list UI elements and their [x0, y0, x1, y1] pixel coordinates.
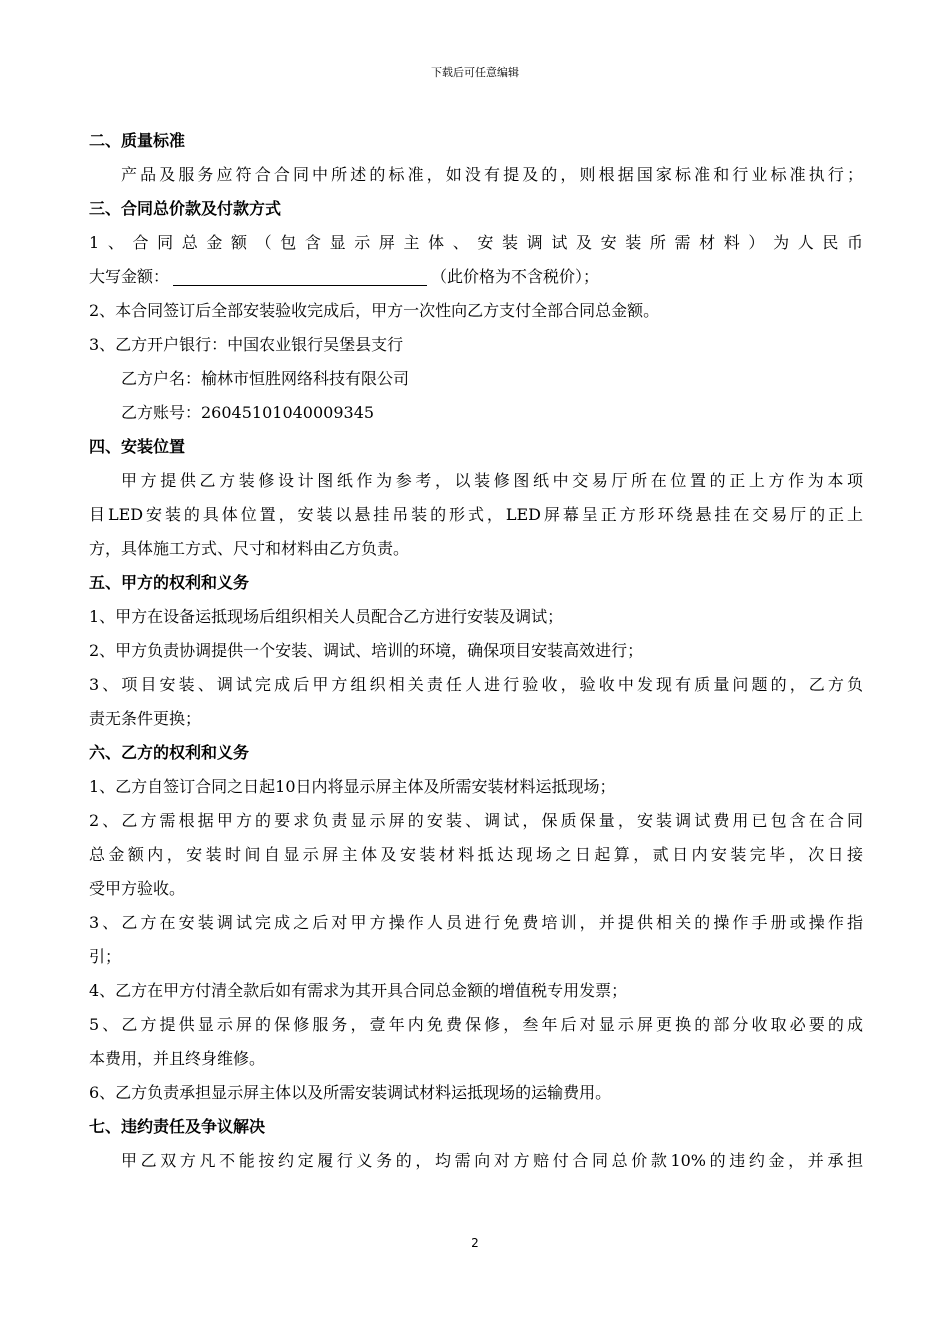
amount-note: （此价格为不含税价）； — [431, 267, 600, 286]
paragraph: 6、乙方负责承担显示屏主体以及所需安装调试材料运抵现场的运输费用。 — [89, 1083, 612, 1102]
section-title-liability: 七、违约责任及争议解决 — [89, 1117, 266, 1136]
paragraph: 4、乙方在甲方付清全款后如有需求为其开具合同总金额的增值税专用发票； — [89, 981, 628, 1000]
paragraph: 总金额内，安装时间自显示屏主体及安装材料抵达现场之日起算，贰日内安装完毕，次日接 — [89, 845, 863, 864]
paragraph: 2、乙方需根据甲方的要求负责显示屏的安装、调试，保质保量，安装调试费用已包含在合同 — [89, 811, 863, 830]
paragraph: 本费用，并且终身维修。 — [89, 1049, 266, 1068]
paragraph: 乙方账号：26045101040009345 — [121, 403, 375, 422]
paragraph: 1、甲方在设备运抵现场后组织相关人员配合乙方进行安装及调试； — [89, 607, 564, 626]
section-title-party-a: 五、甲方的权利和义务 — [89, 573, 250, 592]
amount-label: 大写金额： — [89, 267, 170, 286]
paragraph: 受甲方验收。 — [89, 879, 186, 898]
section-title-payment: 三、合同总价款及付款方式 — [89, 199, 282, 218]
paragraph: 2、本合同签订后全部安装验收完成后，甲方一次性向乙方支付全部合同总金额。 — [89, 301, 660, 320]
paragraph: 3、乙方在安装调试完成之后对甲方操作人员进行免费培训，并提供相关的操作手册或操作指 — [89, 913, 863, 932]
amount-line — [89, 260, 863, 294]
paragraph: 1、合同总金额（包含显示屏主体、安装调试及安装所需材料）为人民币 — [89, 233, 863, 252]
paragraph: 责无条件更换； — [89, 709, 202, 728]
amount-blank-field[interactable] — [173, 265, 427, 286]
paragraph: 甲方提供乙方装修设计图纸作为参考，以装修图纸中交易厅所在位置的正上方作为本项 — [121, 471, 863, 490]
section-title-quality: 二、质量标准 — [89, 131, 186, 150]
paragraph: 甲乙双方凡不能按约定履行义务的，均需向对方赔付合同总价款10%的违约金，并承担 — [121, 1151, 863, 1170]
paragraph: 3、项目安装、调试完成后甲方组织相关责任人进行验收，验收中发现有质量问题的，乙方负 — [89, 675, 863, 694]
paragraph: 目LED安装的具体位置，安装以悬挂吊装的形式，LED屏幕呈正方形环绕悬挂在交易厅的正上 — [89, 505, 863, 524]
paragraph: 3、乙方开户银行：中国农业银行吴堡县支行 — [89, 335, 404, 354]
paragraph: 1、乙方自签订合同之日起10日内将显示屏主体及所需安装材料运抵现场； — [89, 777, 616, 796]
paragraph: 引； — [89, 947, 122, 966]
paragraph: 2、甲方负责协调提供一个安装、调试、培训的环境，确保项目安装高效进行； — [89, 641, 644, 660]
section-title-location: 四、安装位置 — [89, 437, 186, 456]
paragraph: 方，具体施工方式、尺寸和材料由乙方负责。 — [89, 539, 410, 558]
paragraph: 乙方户名：榆林市恒胜网络科技有限公司 — [121, 369, 410, 388]
paragraph: 产品及服务应符合合同中所述的标准，如没有提及的，则根据国家标准和行业标准执行； — [121, 165, 863, 184]
paragraph: 5、乙方提供显示屏的保修服务，壹年内免费保修，叁年后对显示屏更换的部分收取必要的成 — [89, 1015, 863, 1034]
page-header: 下载后可任意编辑 — [431, 66, 519, 79]
document-body — [89, 124, 863, 1178]
section-title-party-b: 六、乙方的权利和义务 — [89, 743, 250, 762]
page-number: 2 — [471, 1236, 479, 1250]
